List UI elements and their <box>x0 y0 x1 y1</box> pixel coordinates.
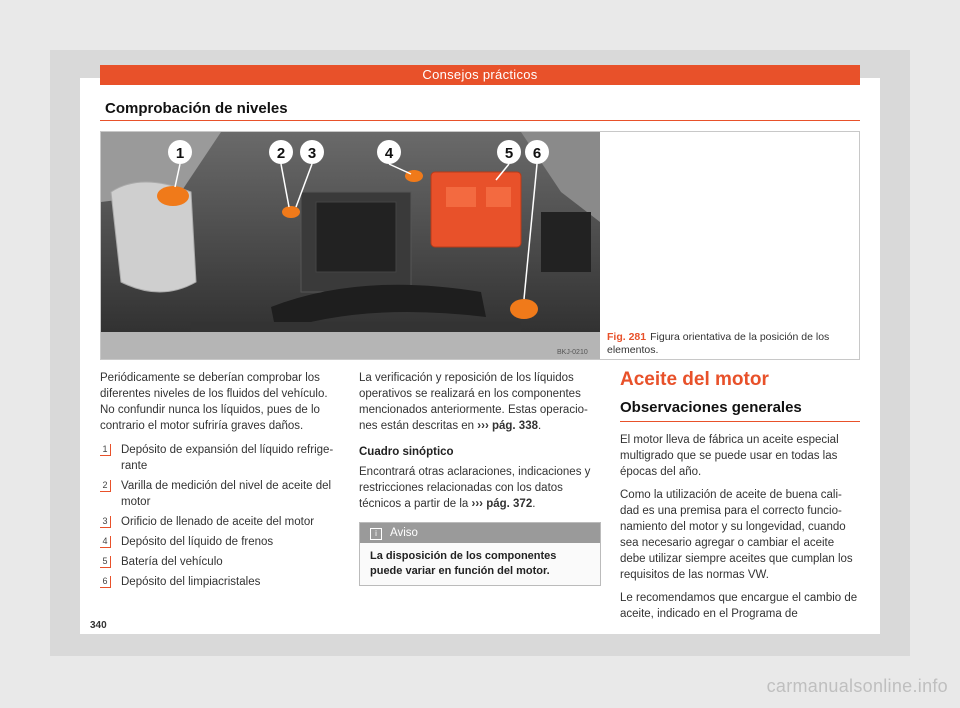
figure-code: BKJ-0210 <box>557 349 588 356</box>
list-item-text: Depósito del limpiacristales <box>121 576 261 588</box>
info-icon: i <box>370 528 382 540</box>
column-1 <box>100 370 345 594</box>
section-title: Comprobación de niveles <box>105 100 288 117</box>
verification-text: La verificación y reposición de los líquidos operativos se realizará en los componentes mencionados anteriormente. Estas operacio-nes están descritas en <box>359 372 588 432</box>
watermark: carmanualsonline.info <box>766 676 948 696</box>
callout-3: 3 <box>307 145 317 162</box>
page-reference-link[interactable]: ››› pág. 372 <box>471 498 533 510</box>
notice-text: La disposición de los componentes puede variar en función del motor. <box>360 543 600 585</box>
list-item <box>100 534 345 550</box>
subheading-cuadro: Cuadro sinóptico <box>359 446 454 458</box>
callout-6: 6 <box>532 145 542 162</box>
callout-1: 1 <box>175 145 185 162</box>
oil-paragraph-1: El motor lleva de fábrica un aceite especial multigrado que se puede usar en todas las épocas del año. <box>620 434 839 478</box>
notice-box <box>359 522 601 586</box>
list-item-text: Batería del vehículo <box>121 556 223 568</box>
component-list <box>100 442 345 590</box>
list-item-number: 4 <box>100 536 111 548</box>
list-item <box>100 442 345 474</box>
column-2 <box>359 370 601 586</box>
list-item <box>100 554 345 570</box>
list-item-number: 2 <box>100 480 111 492</box>
oil-paragraph-3: Le recomendamos que encargue el cambio de aceite, indicado en el Programa de <box>620 592 858 620</box>
page-reference-link[interactable]: ››› pág. 338 <box>477 420 538 432</box>
list-item-text: Depósito de expansión del líquido refrige-rante <box>121 444 334 472</box>
oil-section-title: Aceite del motor <box>620 369 769 390</box>
list-item <box>100 514 345 530</box>
list-item-text: Orificio de llenado de aceite del motor <box>121 516 315 528</box>
list-item-number: 1 <box>100 444 111 456</box>
list-item-number: 6 <box>100 576 111 588</box>
intro-paragraph: Periódicamente se deberían comprobar los diferentes niveles de los fluidos del vehículo. No confundir nunca los líquidos, pues de lo contrario el motor sufriría graves daños. <box>100 372 328 432</box>
technical-data-paragraph: Encontrará otras aclaraciones, indicaciones y restricciones relacionadas con los datos técnicos a partir de la ››› pág. 372. <box>359 466 591 510</box>
figure-caption-text: Figura orientativa de la posición de los elementos. <box>607 331 830 356</box>
list-item-text: Varilla de medición del nivel de aceite del motor <box>121 480 332 508</box>
oil-paragraph-2: Como la utilización de aceite de buena cali-dad es una premisa para el correcto funcio-namiento del motor y su longevidad, cuando sea necesario agregar o cambiar el aceite debe utilizar siempre aceites que cumplan los requisitos de las normas VW. <box>620 489 853 581</box>
chapter-header: Consejos prácticos <box>100 65 860 85</box>
list-item-number: 5 <box>100 556 111 568</box>
engine-illustration <box>101 132 600 359</box>
page-number: 340 <box>90 620 107 631</box>
callout-4: 4 <box>384 145 394 162</box>
notice-title: Aviso <box>390 527 418 539</box>
list-item <box>100 478 345 510</box>
engine-bay-photo <box>101 132 600 359</box>
list-item <box>100 574 345 590</box>
section-divider <box>100 120 860 121</box>
list-item-number: 3 <box>100 516 111 528</box>
figure-caption <box>607 331 847 357</box>
column-3 <box>620 370 860 629</box>
verification-paragraph: La verificación y reposición de los líquidos operativos se realizará en los componentes mencionados anteriormente. Estas operacio-nes están descritas en ››› pág. 338. <box>359 372 588 432</box>
oil-subsection-title: Observaciones generales <box>620 400 860 422</box>
technical-data-text: Encontrará otras aclaraciones, indicaciones y restricciones relacionadas con los datos técnicos a partir de la <box>359 466 591 510</box>
list-item-text: Depósito del líquido de frenos <box>121 536 274 548</box>
figure-number: Fig. 281 <box>607 331 647 343</box>
callout-2: 2 <box>276 145 286 162</box>
callout-5: 5 <box>504 145 514 162</box>
notice-header <box>360 523 600 543</box>
